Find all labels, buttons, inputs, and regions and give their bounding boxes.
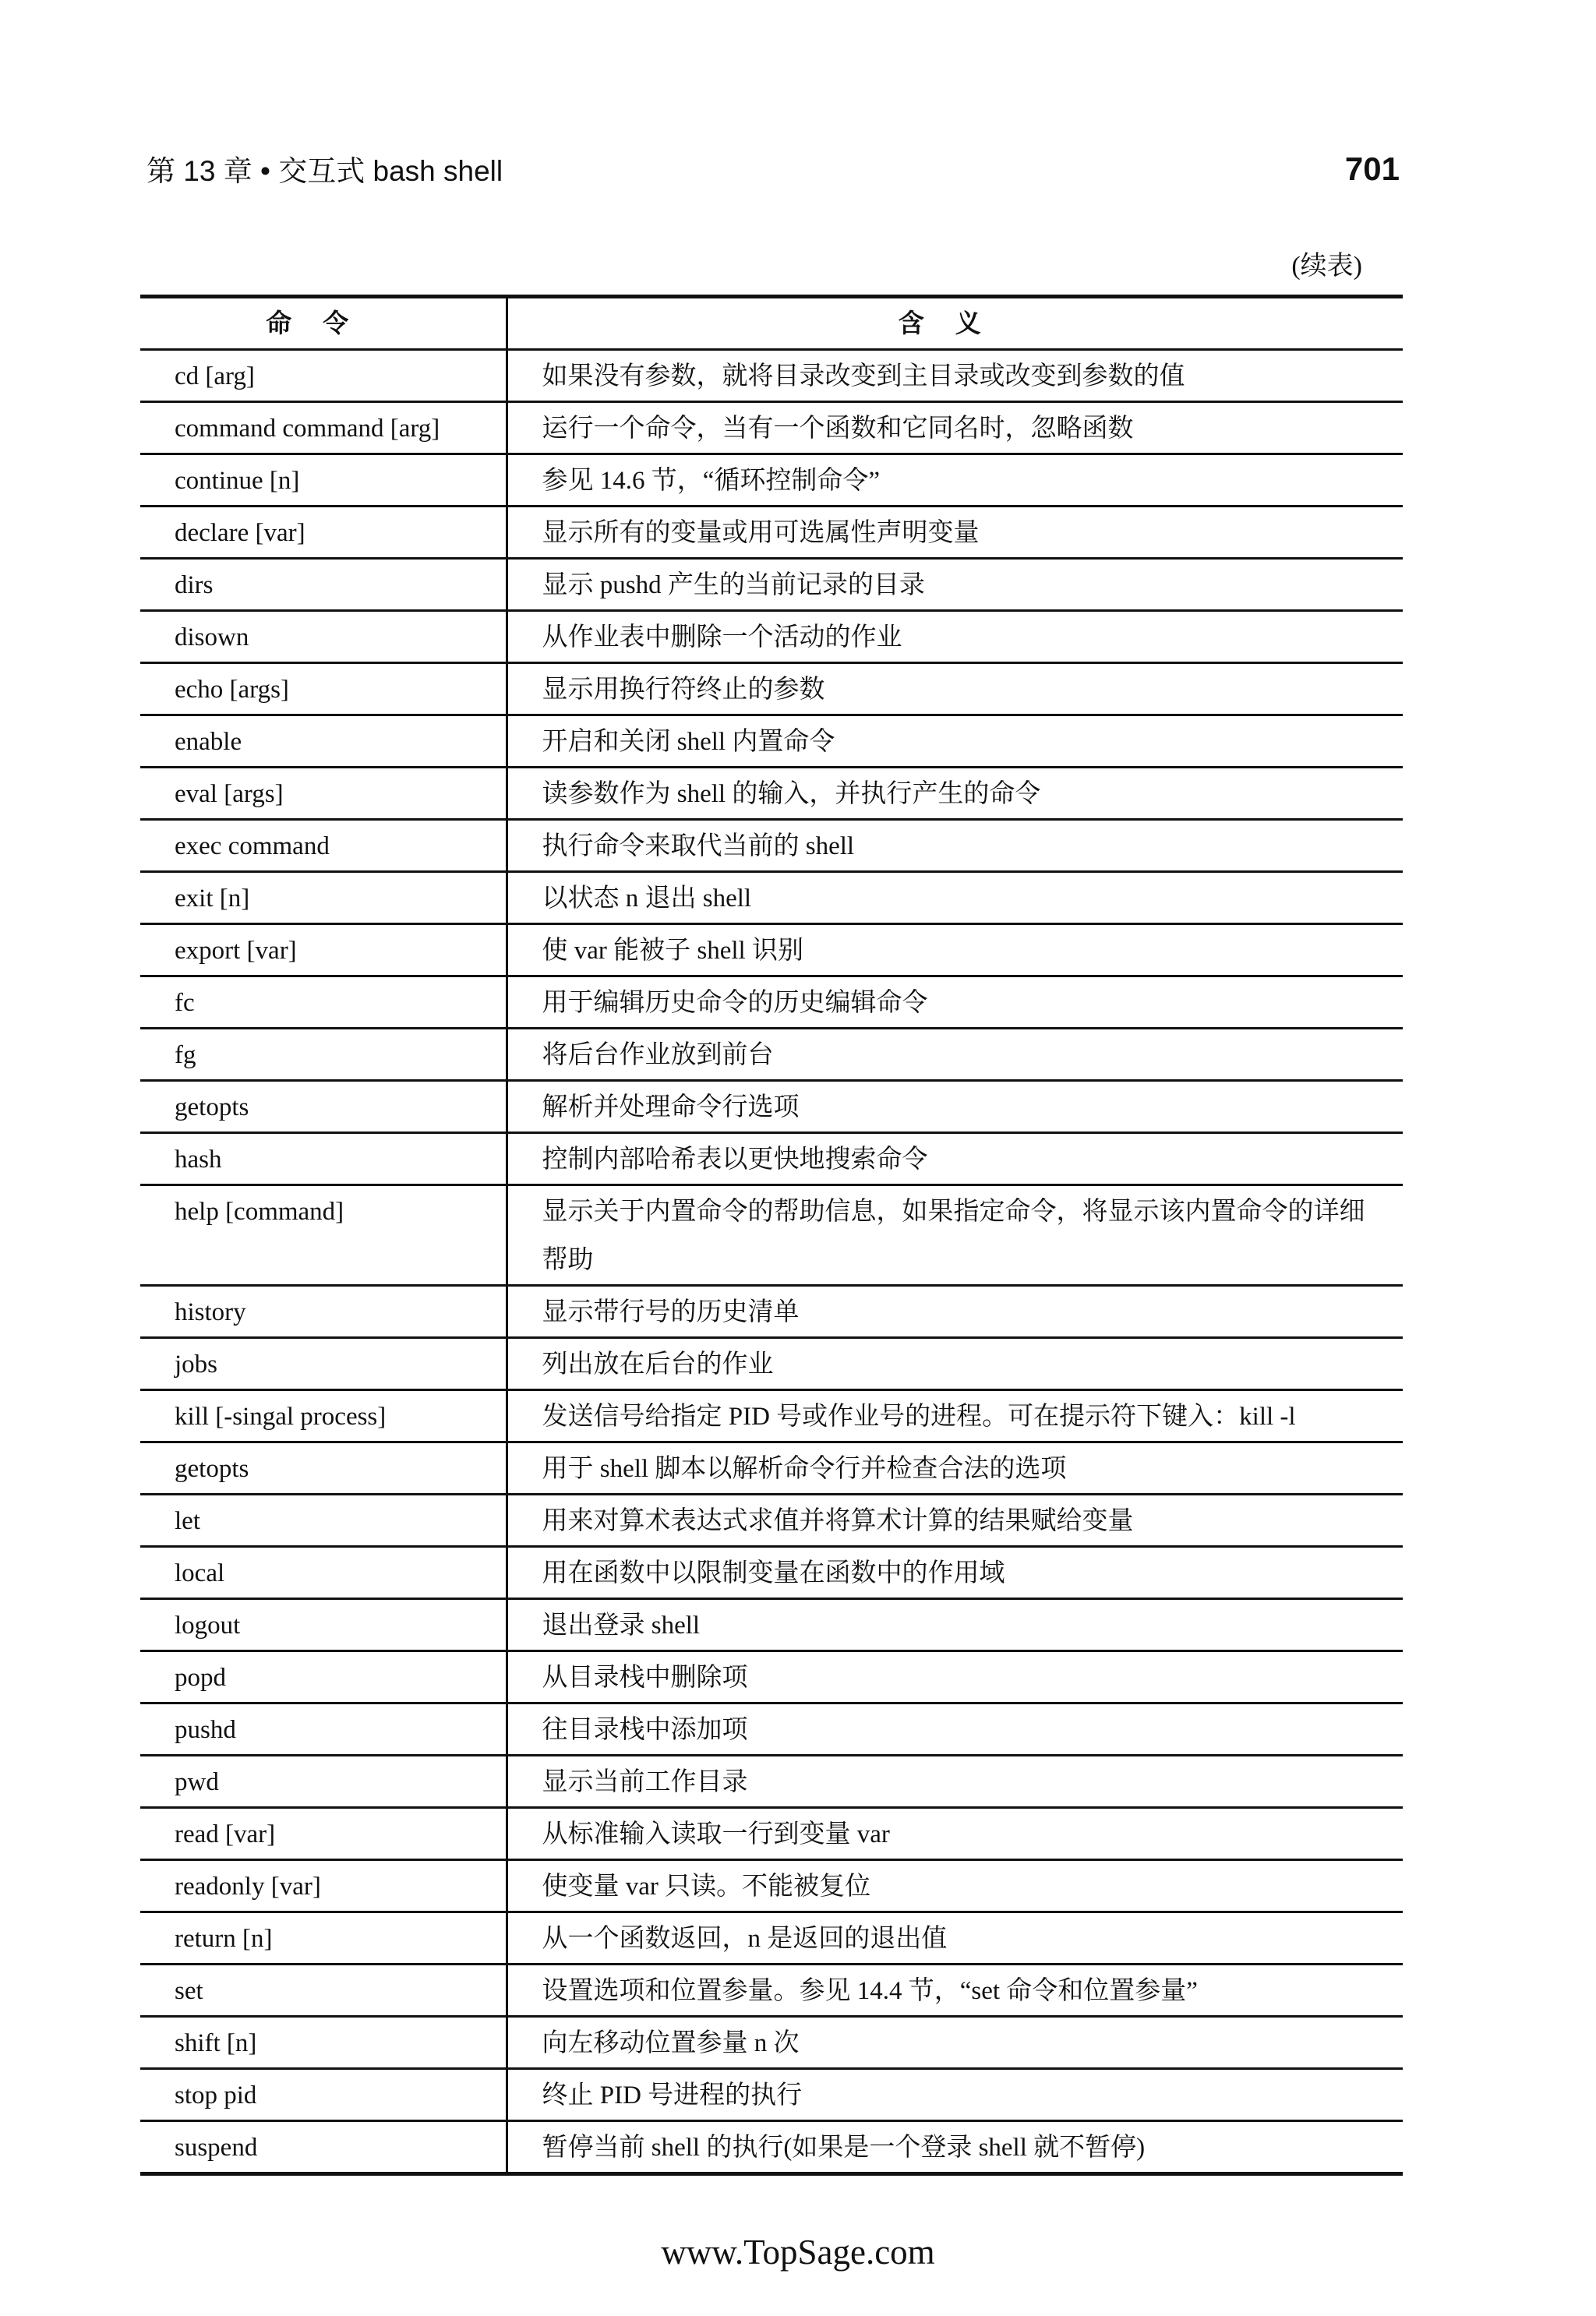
table-row bbox=[140, 1756, 1403, 1808]
meaning-cell: 如果没有参数，就将目录改变到主目录或改变到参数的值 bbox=[507, 350, 1403, 402]
command-cell: continue [n] bbox=[140, 454, 507, 507]
column-header-meaning: 含义 bbox=[507, 297, 1403, 350]
command-cell: jobs bbox=[140, 1338, 507, 1390]
command-cell: fg bbox=[140, 1029, 507, 1081]
meaning-cell: 用于编辑历史命令的历史编辑命令 bbox=[507, 976, 1403, 1029]
table-row bbox=[140, 402, 1403, 454]
table-row bbox=[140, 1808, 1403, 1860]
table-row bbox=[140, 454, 1403, 507]
meaning-cell: 显示所有的变量或用可选属性声明变量 bbox=[507, 507, 1403, 559]
command-cell: kill [-singal process] bbox=[140, 1390, 507, 1442]
meaning-cell: 执行命令来取代当前的 shell bbox=[507, 820, 1403, 872]
column-header-command: 命令 bbox=[140, 297, 507, 350]
meaning-cell: 将后台作业放到前台 bbox=[507, 1029, 1403, 1081]
table-row bbox=[140, 2069, 1403, 2121]
table-row bbox=[140, 820, 1403, 872]
meaning-cell: 显示带行号的历史清单 bbox=[507, 1286, 1403, 1338]
chapter-header: 第 13 章 • 交互式 bash shell bbox=[147, 155, 503, 187]
table-row bbox=[140, 1286, 1403, 1338]
table-row bbox=[140, 1495, 1403, 1547]
table-row bbox=[140, 1390, 1403, 1442]
table-body bbox=[140, 350, 1403, 2174]
table-row bbox=[140, 768, 1403, 820]
table-row bbox=[140, 1133, 1403, 1185]
table-row bbox=[140, 1651, 1403, 1703]
meaning-cell: 退出登录 shell bbox=[507, 1599, 1403, 1651]
command-cell: return [n] bbox=[140, 1912, 507, 1965]
table-row bbox=[140, 663, 1403, 715]
command-cell: getopts bbox=[140, 1442, 507, 1495]
table-row bbox=[140, 350, 1403, 402]
meaning-cell: 用于 shell 脚本以解析命令行并检查合法的选项 bbox=[507, 1442, 1403, 1495]
meaning-cell: 显示用换行符终止的参数 bbox=[507, 663, 1403, 715]
meaning-cell: 从作业表中删除一个活动的作业 bbox=[507, 611, 1403, 663]
command-cell: logout bbox=[140, 1599, 507, 1651]
meaning-cell: 参见 14.6 节，“循环控制命令” bbox=[507, 454, 1403, 507]
meaning-cell: 显示关于内置命令的帮助信息，如果指定命令，将显示该内置命令的详细帮助 bbox=[507, 1185, 1403, 1286]
command-cell: suspend bbox=[140, 2121, 507, 2174]
table-row bbox=[140, 1599, 1403, 1651]
command-cell: read [var] bbox=[140, 1808, 507, 1860]
command-cell: pwd bbox=[140, 1756, 507, 1808]
meaning-cell: 使变量 var 只读。不能被复位 bbox=[507, 1860, 1403, 1912]
meaning-cell: 显示当前工作目录 bbox=[507, 1756, 1403, 1808]
table-row bbox=[140, 1547, 1403, 1599]
meaning-cell: 暂停当前 shell 的执行(如果是一个登录 shell 就不暂停) bbox=[507, 2121, 1403, 2174]
command-cell: command command [arg] bbox=[140, 402, 507, 454]
command-cell: exit [n] bbox=[140, 872, 507, 924]
table-row bbox=[140, 1029, 1403, 1081]
meaning-cell: 用在函数中以限制变量在函数中的作用域 bbox=[507, 1547, 1403, 1599]
command-cell: getopts bbox=[140, 1081, 507, 1133]
command-cell: popd bbox=[140, 1651, 507, 1703]
command-cell: export [var] bbox=[140, 924, 507, 976]
meaning-cell: 以状态 n 退出 shell bbox=[507, 872, 1403, 924]
meaning-cell: 列出放在后台的作业 bbox=[507, 1338, 1403, 1390]
command-cell: eval [args] bbox=[140, 768, 507, 820]
meaning-cell: 从标准输入读取一行到变量 var bbox=[507, 1808, 1403, 1860]
command-cell: exec command bbox=[140, 820, 507, 872]
command-cell: pushd bbox=[140, 1703, 507, 1756]
meaning-cell: 从一个函数返回，n 是返回的退出值 bbox=[507, 1912, 1403, 1965]
table-row bbox=[140, 611, 1403, 663]
table-row bbox=[140, 872, 1403, 924]
command-cell: enable bbox=[140, 715, 507, 768]
meaning-cell: 向左移动位置参量 n 次 bbox=[507, 2017, 1403, 2069]
command-cell: dirs bbox=[140, 559, 507, 611]
meaning-cell: 解析并处理命令行选项 bbox=[507, 1081, 1403, 1133]
continued-label: (续表) bbox=[1291, 252, 1362, 281]
command-cell: stop pid bbox=[140, 2069, 507, 2121]
table-row bbox=[140, 715, 1403, 768]
meaning-cell: 控制内部哈希表以更快地搜索命令 bbox=[507, 1133, 1403, 1185]
meaning-cell: 开启和关闭 shell 内置命令 bbox=[507, 715, 1403, 768]
command-cell: shift [n] bbox=[140, 2017, 507, 2069]
command-cell: echo [args] bbox=[140, 663, 507, 715]
command-cell: local bbox=[140, 1547, 507, 1599]
meaning-cell: 用来对算术表达式求值并将算术计算的结果赋给变量 bbox=[507, 1495, 1403, 1547]
table-row bbox=[140, 2121, 1403, 2174]
footer-url: www.TopSage.com bbox=[661, 2233, 935, 2272]
command-cell: cd [arg] bbox=[140, 350, 507, 402]
table-row bbox=[140, 2017, 1403, 2069]
table-row bbox=[140, 559, 1403, 611]
meaning-cell: 读参数作为 shell 的输入，并执行产生的命令 bbox=[507, 768, 1403, 820]
table-header-row bbox=[140, 297, 1403, 350]
meaning-cell: 设置选项和位置参量。参见 14.4 节，“set 命令和位置参量” bbox=[507, 1965, 1403, 2017]
table-row bbox=[140, 1965, 1403, 2017]
command-cell: history bbox=[140, 1286, 507, 1338]
table-row bbox=[140, 1703, 1403, 1756]
page-number: 701 bbox=[1344, 150, 1400, 187]
command-table bbox=[140, 295, 1403, 2176]
table-row bbox=[140, 1081, 1403, 1133]
meaning-cell: 使 var 能被子 shell 识别 bbox=[507, 924, 1403, 976]
table-row bbox=[140, 1185, 1403, 1286]
command-cell: fc bbox=[140, 976, 507, 1029]
meaning-cell: 终止 PID 号进程的执行 bbox=[507, 2069, 1403, 2121]
meaning-cell: 往目录栈中添加项 bbox=[507, 1703, 1403, 1756]
table-row bbox=[140, 507, 1403, 559]
table-row bbox=[140, 1338, 1403, 1390]
command-cell: hash bbox=[140, 1133, 507, 1185]
command-cell: declare [var] bbox=[140, 507, 507, 559]
command-cell: disown bbox=[140, 611, 507, 663]
meaning-cell: 发送信号给指定 PID 号或作业号的进程。可在提示符下键入：kill -l bbox=[507, 1390, 1403, 1442]
table-row bbox=[140, 1860, 1403, 1912]
table-row bbox=[140, 924, 1403, 976]
meaning-cell: 显示 pushd 产生的当前记录的目录 bbox=[507, 559, 1403, 611]
command-cell: help [command] bbox=[140, 1185, 507, 1286]
command-cell: set bbox=[140, 1965, 507, 2017]
meaning-cell: 运行一个命令，当有一个函数和它同名时，忽略函数 bbox=[507, 402, 1403, 454]
table-row bbox=[140, 1912, 1403, 1965]
command-cell: readonly [var] bbox=[140, 1860, 507, 1912]
meaning-cell: 从目录栈中删除项 bbox=[507, 1651, 1403, 1703]
table-row bbox=[140, 976, 1403, 1029]
command-cell: let bbox=[140, 1495, 507, 1547]
table-row bbox=[140, 1442, 1403, 1495]
